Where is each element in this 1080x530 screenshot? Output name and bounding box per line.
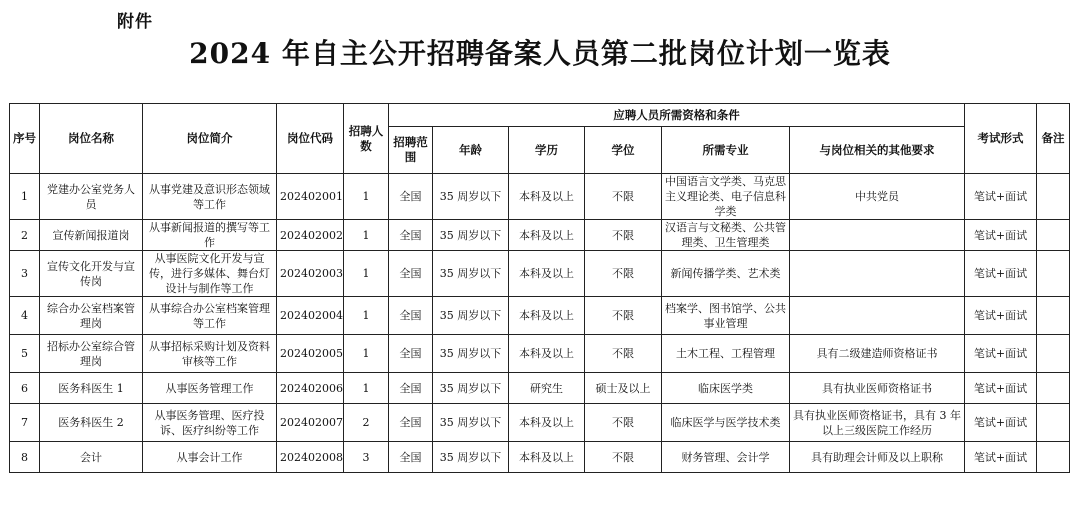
cell-age: 35 周岁以下 (433, 335, 509, 373)
table-row (10, 335, 1070, 373)
cell-scope: 全国 (389, 174, 433, 220)
cell-exam: 笔试+面试 (965, 404, 1037, 442)
cell-no: 1 (10, 174, 40, 220)
header-education: 学历 (509, 127, 585, 174)
cell-count: 3 (344, 442, 389, 473)
cell-no: 8 (10, 442, 40, 473)
cell-name: 招标办公室综合管理岗 (40, 335, 143, 373)
table-row (10, 442, 1070, 473)
cell-code: 202402003 (277, 251, 344, 297)
cell-education: 本科及以上 (509, 404, 585, 442)
cell-scope: 全国 (389, 251, 433, 297)
cell-age: 35 周岁以下 (433, 404, 509, 442)
cell-exam: 笔试+面试 (965, 251, 1037, 297)
header-major: 所需专业 (662, 127, 790, 174)
cell-major: 临床医学与医学技术类 (662, 404, 790, 442)
cell-name: 会计 (40, 442, 143, 473)
cell-no: 7 (10, 404, 40, 442)
header-name: 岗位名称 (40, 104, 143, 174)
cell-count: 1 (344, 174, 389, 220)
header-age: 年龄 (433, 127, 509, 174)
cell-major: 财务管理、会计学 (662, 442, 790, 473)
cell-name: 医务科医生 2 (40, 404, 143, 442)
cell-remark (1037, 373, 1070, 404)
header-remark: 备注 (1037, 104, 1070, 174)
cell-name: 医务科医生 1 (40, 373, 143, 404)
cell-no: 6 (10, 373, 40, 404)
cell-major: 土木工程、工程管理 (662, 335, 790, 373)
cell-education: 本科及以上 (509, 297, 585, 335)
cell-exam: 笔试+面试 (965, 335, 1037, 373)
cell-exam: 笔试+面试 (965, 297, 1037, 335)
cell-exam: 笔试+面试 (965, 373, 1037, 404)
header-code: 岗位代码 (277, 104, 344, 174)
cell-other (790, 251, 965, 297)
cell-intro: 从事综合办公室档案管理等工作 (143, 297, 277, 335)
cell-code: 202402006 (277, 373, 344, 404)
table-row (10, 404, 1070, 442)
cell-exam: 笔试+面试 (965, 174, 1037, 220)
cell-scope: 全国 (389, 404, 433, 442)
cell-count: 2 (344, 404, 389, 442)
cell-code: 202402007 (277, 404, 344, 442)
page-title: 2024 年自主公开招聘备案人员第二批岗位计划一览表 (189, 37, 891, 70)
cell-major: 新闻传播学类、艺术类 (662, 251, 790, 297)
cell-degree: 不限 (585, 404, 662, 442)
cell-education: 本科及以上 (509, 251, 585, 297)
cell-education: 研究生 (509, 373, 585, 404)
cell-intro: 从事招标采购计划及资料审核等工作 (143, 335, 277, 373)
cell-major: 汉语言与文秘类、公共管理类、卫生管理类 (662, 220, 790, 251)
cell-scope: 全国 (389, 442, 433, 473)
cell-other: 具有执业医师资格证书，具有 3 年以上三级医院工作经历 (790, 404, 965, 442)
header-no: 序号 (10, 104, 40, 174)
cell-scope: 全国 (389, 335, 433, 373)
cell-major: 档案学、图书馆学、公共事业管理 (662, 297, 790, 335)
table-row (10, 251, 1070, 297)
header-degree: 学位 (585, 127, 662, 174)
cell-other: 具有二级建造师资格证书 (790, 335, 965, 373)
cell-count: 1 (344, 297, 389, 335)
cell-remark (1037, 335, 1070, 373)
cell-degree: 不限 (585, 174, 662, 220)
cell-other: 具有助理会计师及以上职称 (790, 442, 965, 473)
cell-degree: 不限 (585, 220, 662, 251)
position-plan-table (9, 103, 1070, 473)
cell-count: 1 (344, 335, 389, 373)
cell-age: 35 周岁以下 (433, 442, 509, 473)
cell-education: 本科及以上 (509, 442, 585, 473)
cell-no: 2 (10, 220, 40, 251)
cell-exam: 笔试+面试 (965, 442, 1037, 473)
cell-education: 本科及以上 (509, 220, 585, 251)
cell-remark (1037, 404, 1070, 442)
header-other: 与岗位相关的其他要求 (790, 127, 965, 174)
cell-intro: 从事医院文化开发与宣传，进行多媒体、舞台灯设计与制作等工作 (143, 251, 277, 297)
cell-name: 综合办公室档案管理岗 (40, 297, 143, 335)
header-conditions-group: 应聘人员所需资格和条件 (389, 104, 965, 127)
cell-remark (1037, 297, 1070, 335)
cell-other: 具有执业医师资格证书 (790, 373, 965, 404)
cell-code: 202402004 (277, 297, 344, 335)
cell-code: 202402005 (277, 335, 344, 373)
cell-scope: 全国 (389, 220, 433, 251)
cell-age: 35 周岁以下 (433, 373, 509, 404)
header-count: 招聘人数 (344, 104, 389, 174)
cell-degree: 不限 (585, 335, 662, 373)
cell-remark (1037, 220, 1070, 251)
cell-major: 中国语言文学类、马克思主义理论类、电子信息科学类 (662, 174, 790, 220)
cell-scope: 全国 (389, 297, 433, 335)
cell-no: 3 (10, 251, 40, 297)
cell-degree: 不限 (585, 442, 662, 473)
cell-remark (1037, 251, 1070, 297)
table-row (10, 373, 1070, 404)
cell-count: 1 (344, 220, 389, 251)
cell-exam: 笔试+面试 (965, 220, 1037, 251)
cell-name: 党建办公室党务人员 (40, 174, 143, 220)
cell-remark (1037, 174, 1070, 220)
cell-intro: 从事新闻报道的撰写等工作 (143, 220, 277, 251)
cell-code: 202402002 (277, 220, 344, 251)
cell-age: 35 周岁以下 (433, 297, 509, 335)
cell-degree: 不限 (585, 297, 662, 335)
header-scope: 招聘范围 (389, 127, 433, 174)
cell-count: 1 (344, 373, 389, 404)
header-exam: 考试形式 (965, 104, 1037, 174)
cell-scope: 全国 (389, 373, 433, 404)
cell-intro: 从事党建及意识形态领域等工作 (143, 174, 277, 220)
cell-no: 5 (10, 335, 40, 373)
cell-age: 35 周岁以下 (433, 220, 509, 251)
cell-intro: 从事医务管理、医疗投诉、医疗纠纷等工作 (143, 404, 277, 442)
cell-count: 1 (344, 251, 389, 297)
header-intro: 岗位简介 (143, 104, 277, 174)
cell-degree: 不限 (585, 251, 662, 297)
cell-name: 宣传新闻报道岗 (40, 220, 143, 251)
cell-other (790, 220, 965, 251)
attachment-label: 附件 (117, 12, 153, 32)
cell-education: 本科及以上 (509, 174, 585, 220)
cell-degree: 硕士及以上 (585, 373, 662, 404)
cell-intro: 从事会计工作 (143, 442, 277, 473)
table-row (10, 297, 1070, 335)
cell-other (790, 297, 965, 335)
cell-intro: 从事医务管理工作 (143, 373, 277, 404)
cell-name: 宣传文化开发与宣传岗 (40, 251, 143, 297)
cell-age: 35 周岁以下 (433, 174, 509, 220)
cell-age: 35 周岁以下 (433, 251, 509, 297)
cell-major: 临床医学类 (662, 373, 790, 404)
table-row (10, 220, 1070, 251)
cell-remark (1037, 442, 1070, 473)
cell-education: 本科及以上 (509, 335, 585, 373)
cell-code: 202402001 (277, 174, 344, 220)
cell-no: 4 (10, 297, 40, 335)
cell-code: 202402008 (277, 442, 344, 473)
table-row (10, 174, 1070, 220)
cell-other: 中共党员 (790, 174, 965, 220)
